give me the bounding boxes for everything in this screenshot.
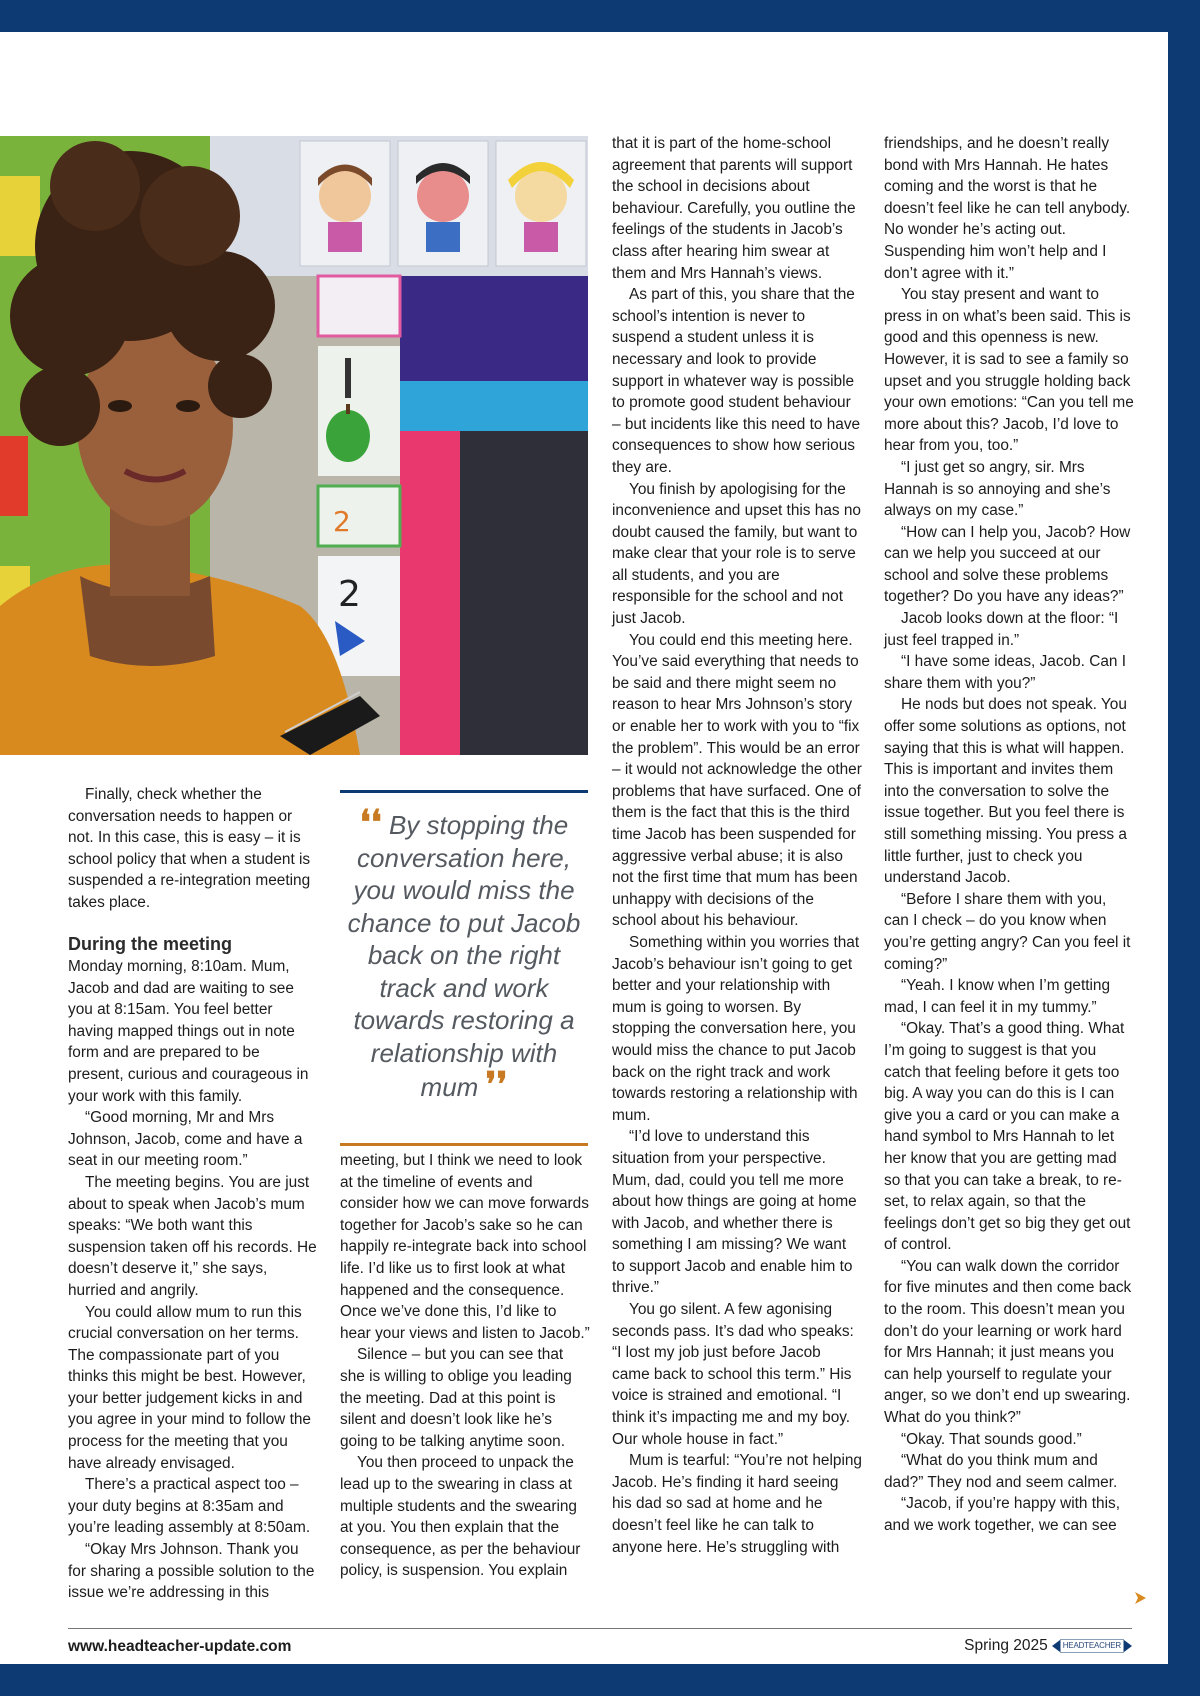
- open-quote-icon: ❛❛: [359, 803, 382, 843]
- body-paragraph: “Good morning, Mr and Mrs Johnson, Jacob, come and have a seat in our meeting room.”: [68, 1109, 303, 1170]
- chevron-right-icon[interactable]: [1133, 1591, 1147, 1610]
- pull-quote-text: By stopping the conversation here, you would miss the chance to put Jacob back on the right track and work towards restoring a relationship with mum: [347, 810, 581, 1102]
- column-2: [340, 1150, 590, 1582]
- logo-text: HEADTEACHER: [1060, 1639, 1124, 1653]
- body-paragraph: As part of this, you share that the school’s intention is never to suspend a student unless it is necessary and look to provide support in whatever way is possible to promote good student behaviour – but incidents like this need to have consequences to show how serious they are.: [612, 286, 861, 476]
- body-paragraph: “I’d love to understand this situation from your perspective. Mum, dad, could you tell me more about how things are going at home with Jacob, and whether there is something I am missing? We want to support Jacob and enable him to thrive.”: [612, 1128, 857, 1297]
- svg-text:2: 2: [333, 505, 351, 538]
- pull-quote: [340, 790, 588, 1146]
- body-paragraph: You could allow mum to run this crucial conversation on her terms. The compassionate part of you thinks this might be best. However, your better judgement kicks in and you agree in your mind to follow the process for the meeting that you have already envisaged.: [68, 1303, 311, 1472]
- body-paragraph: “Okay Mrs Johnson. Thank you for sharing a possible solution to the issue we’re addressing in this: [68, 1541, 315, 1602]
- body-paragraph: “Okay. That’s a good thing. What I’m going to suggest is that you catch that feeling before it gets too big. A way you can do this is I can give you a card or you can make a hand symbol to Mrs Hannah to let her know that you are getting mad so that you can take a break, to re-set, to relax again, so that the feelings don’t get so big they get out of control.: [884, 1020, 1131, 1254]
- body-paragraph: Jacob looks down at the floor: “I just feel trapped in.”: [884, 610, 1119, 649]
- body-paragraph: The meeting begins. You are just about to speak when Jacob’s mum speaks: “We both want this suspension taken off his records. He doesn’t deserve it,” she says, hurried and angrily.: [68, 1173, 317, 1299]
- body-paragraph: You could end this meeting here. You’ve said everything that needs to be said and there might seem no reason to hear Mrs Johnson’s story or enable her to work with you to “fix the problem”. This would be an error – it would not acknowledge the other problems that have surfaced. One of them is the fact that this is the third time Jacob has been suspended for aggressive verbal abuse; it is also not the first time that mum has been unhappy with decisions of the school about his behaviour.: [612, 631, 862, 930]
- intro-paragraph: Finally, check whether the conversation needs to happen or not. In this case, this is easy – it is school policy that when a student is suspended a re-integration meeting takes place.: [68, 786, 311, 911]
- body-paragraph: “You can walk down the corridor for five minutes and then come back to the room. This doesn’t mean you don’t do your learning or work hard for Mrs Hannah; it just means you can help yourself to regulate your anger, so we don’t end up swearing. What do you think?”: [884, 1257, 1132, 1427]
- magazine-page: [0, 32, 1168, 1664]
- logo-left-arrow-icon: [1052, 1640, 1060, 1652]
- intro-column: [68, 784, 318, 914]
- body-paragraph: Something within you worries that Jacob’s behaviour isn’t going to get better and your relationship with mum is going to worsen. By stopping the conversation here, you would miss the chance to put Jacob back on the right track and work towards restoring a relationship with mum.: [612, 933, 860, 1124]
- body-paragraph: “Okay. That sounds good.”: [901, 1430, 1082, 1448]
- body-paragraph: You go silent. A few agonising seconds pass. It’s dad who speaks: “I lost my job just before Jacob came back to school this term.” His voice is strained and emotional. “I think it’s impacting me and my boy. Our whole house in fact.”: [612, 1301, 854, 1448]
- issue-date: Spring 2025: [964, 1637, 1048, 1654]
- body-paragraph: meeting, but I think we need to look at the timeline of events and consider how we can move forwards together for Jacob’s sake so he can happily re-integrate back into school life. I’d like us to first look at what happened and the consequence. Once we’ve done this, I’d like to hear your views and listen to Jacob.”: [340, 1152, 590, 1342]
- footer-url[interactable]: www.headteacher-update.com: [68, 1638, 292, 1655]
- body-paragraph: friendships, and he doesn’t really bond with Mrs Hannah. He hates coming and the worst is that he doesn’t feel like he can tell anybody. No wonder he’s acting out. Suspending him won’t help and I don’t agree with it.”: [884, 135, 1131, 282]
- column-1: [68, 933, 318, 1604]
- body-paragraph: “Yeah. I know when I’m getting mad, I can feel it in my tummy.”: [884, 977, 1111, 1016]
- headteacher-logo: [1052, 1639, 1132, 1653]
- body-paragraph: Silence – but you can see that she is willing to oblige you leading the meeting. Dad at this point is silent and doesn’t look like he’s going to be talking anytime soon.: [340, 1346, 572, 1450]
- body-paragraph: “I have some ideas, Jacob. Can I share them with you?”: [884, 653, 1126, 692]
- column-4: [884, 133, 1134, 1537]
- svg-text:2: 2: [338, 574, 361, 615]
- column-3: [612, 133, 862, 1558]
- body-paragraph: “Before I share them with you, can I check – do you know when you’re getting angry? Can you feel it coming?”: [884, 890, 1131, 973]
- body-paragraph: “How can I help you, Jacob? How can we help you succeed at our school and solve these problems together? Do you have any ideas?”: [884, 523, 1131, 606]
- body-paragraph: Mum is tearful: “You’re not helping Jacob. He’s finding it hard seeing his dad so sad at home and he doesn’t feel like he can talk to anyone here. He’s struggling with: [612, 1452, 862, 1556]
- body-paragraph: You stay present and want to press in on what’s been said. This is good and this openness is new. However, it is sad to see a family so upset and you struggle holding back your own emotions: “Can you tell me more about this? Jacob, I’d love to hear from you, too.”: [884, 286, 1134, 455]
- body-paragraph: You finish by apologising for the inconvenience and upset this has no doubt caused the family, but want to make clear that your role is to serve all students, and you are responsible for the school and not just Jacob.: [612, 480, 861, 628]
- close-quote-icon: ❜❜: [485, 1065, 508, 1105]
- teacher-photo: [0, 136, 588, 755]
- body-paragraph: He nods but does not speak. You offer some solutions as options, not saying that this is what will happen. This is important and invites them into the conversation to solve the issue together. But you feel there is still something missing. You press a little further, just to check you understand Jacob.: [884, 696, 1127, 887]
- body-paragraph: “What do you think mum and dad?” They nod and seem calmer.: [884, 1452, 1118, 1491]
- logo-right-arrow-icon: [1124, 1640, 1132, 1652]
- body-paragraph: “Jacob, if you’re happy with this, and we work together, we can see: [884, 1495, 1120, 1534]
- body-paragraph: You then proceed to unpack the lead up to the swearing in class at multiple students and the swearing at you. You then explain that the consequence, as per the behaviour policy, is suspension. You explain: [340, 1454, 581, 1580]
- footer-divider: [68, 1628, 1132, 1629]
- body-paragraph: that it is part of the home-school agreement that parents will support the school in decisions about behaviour. Carefully, you outline the feelings of the students in Jacob’s class after hearing him swear at them and Mrs Hannah’s views.: [612, 135, 856, 282]
- body-paragraph: There’s a practical aspect too – your duty begins at 8:35am and you’re leading assembly at 8:50am.: [68, 1476, 311, 1537]
- footer-issue-block: [964, 1637, 1132, 1655]
- body-paragraph: Monday morning, 8:10am. Mum, Jacob and dad are waiting to see you at 8:15am. You feel better having mapped things out in note form and are prepared to be present, curious and courageous in your work with this family.: [68, 958, 309, 1105]
- body-paragraph: “I just get so angry, sir. Mrs Hannah is so annoying and she’s always on my case.”: [884, 458, 1111, 520]
- section-heading: During the meeting: [68, 934, 233, 954]
